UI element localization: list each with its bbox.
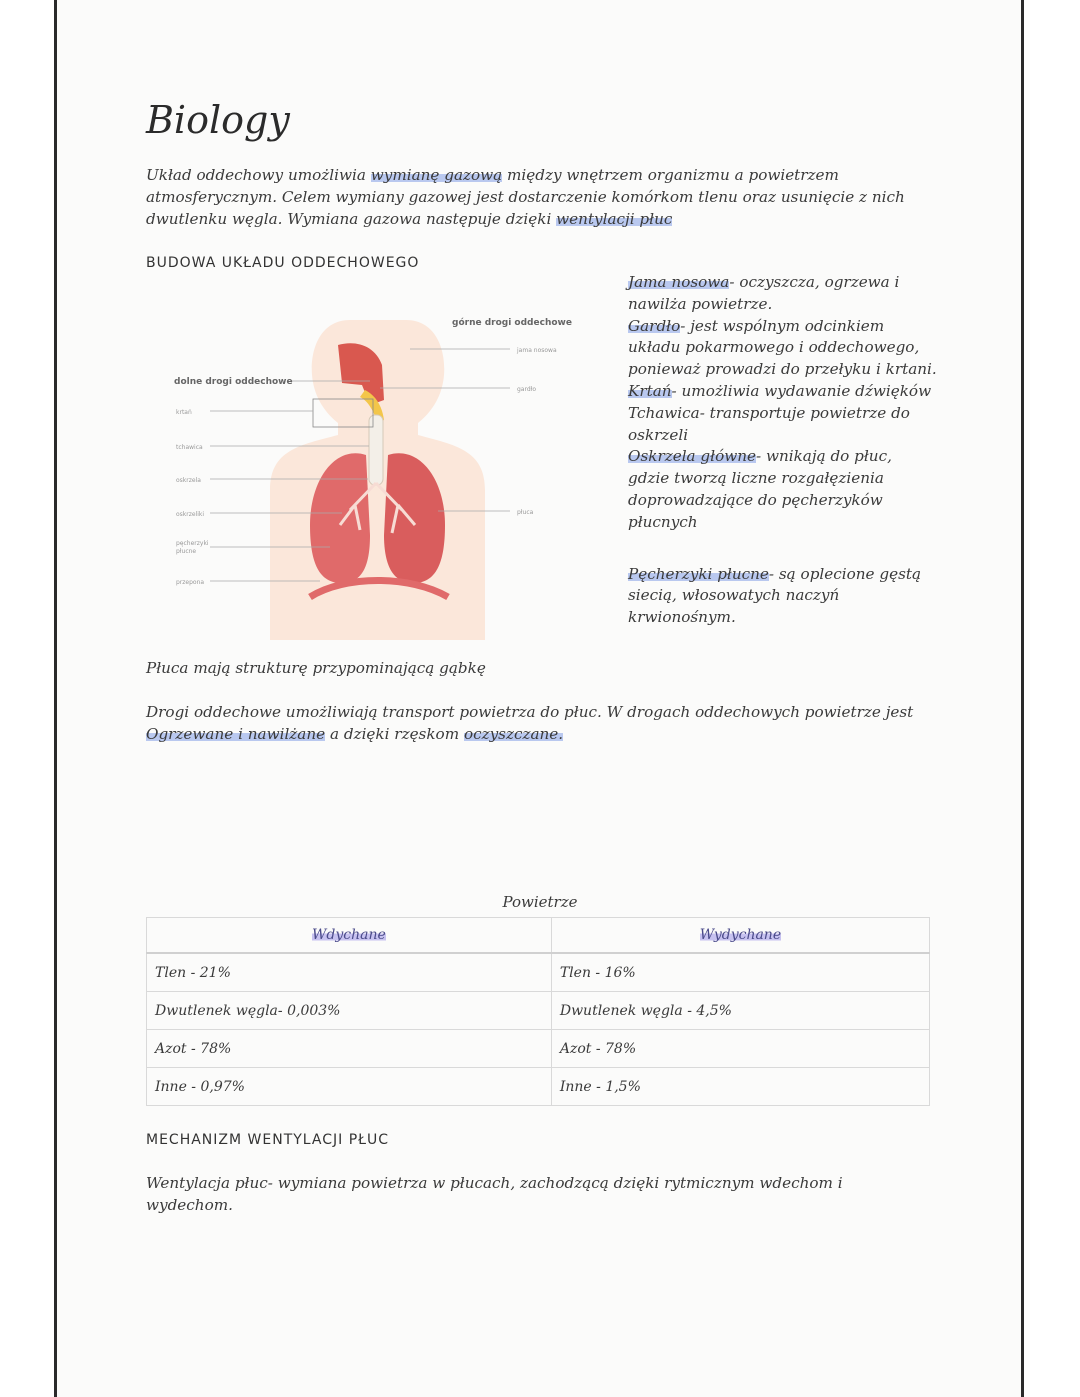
note-nasal	[628, 272, 938, 316]
note-text: - oczyszcza, ogrzewa i nawilża powietrze.	[628, 273, 900, 313]
header-inhaled	[147, 918, 552, 954]
airways-text-1: Drogi oddechowe umożliwiają transport powietrza do płuc. W drogach oddechowych powietrze jest	[146, 703, 914, 721]
note-text: Tchawica- transportuje powietrze do oskrzeli	[628, 403, 910, 444]
label-upper-airways: górne drogi oddechowe	[452, 318, 572, 328]
airways-highlight-2: oczyszczane.	[463, 725, 564, 743]
label-alveoli: pęcherzyki	[176, 540, 209, 547]
respiratory-diagram	[170, 305, 590, 645]
label-larynx: krtań	[176, 409, 192, 416]
label-lungs: płuca	[517, 509, 534, 516]
table-cell: Azot - 78%	[147, 1030, 552, 1068]
intro-text-2: między wnętrzem organizmu a powietrzem atmosferycznym. Celem wymiany gazowej jest dostarczenie komórkom tlenu oraz usunięcie z nich dwutlenku węgla. Wymiana gazowa następuje dzięki	[146, 166, 905, 228]
airways-highlight-1: Ogrzewane i nawilżane	[146, 725, 326, 743]
table-cell: Dwutlenek węgla- 0,003%	[147, 992, 552, 1030]
intro-text-1: Układ oddechowy umożliwia	[146, 166, 371, 184]
intro-paragraph	[146, 164, 946, 230]
table-cell: Dwutlenek węgla - 4,5%	[551, 992, 929, 1030]
table-row	[147, 1068, 930, 1106]
note-text: - są oplecione gęstą siecią, włosowatych naczyń krwionośnym.	[628, 564, 922, 627]
note-larynx	[628, 381, 938, 403]
note-term: Jama nosowa	[628, 273, 730, 291]
table-header-row	[147, 918, 930, 954]
label-alveoli-2: płucne	[176, 548, 197, 555]
note-text: - wnikają do płuc, gdzie tworzą liczne rozgałęzienia doprowadzające do pęcherzyków płucnych	[628, 447, 892, 531]
table-cell: Azot - 78%	[551, 1030, 929, 1068]
note-term: Krtań	[628, 381, 672, 400]
side-notes	[628, 272, 938, 629]
note-term: Gardło	[628, 316, 681, 335]
note-term: Pęcherzyki płucne	[628, 564, 769, 583]
note-alveoli	[628, 564, 938, 629]
note-trachea	[628, 403, 938, 447]
table-cell: Inne - 0,97%	[147, 1068, 552, 1106]
table-cell: Tlen - 21%	[147, 953, 552, 992]
table-title: Powietrze	[502, 893, 578, 911]
section-heading-structure: BUDOWA UKŁADU ODDECHOWEGO	[146, 255, 420, 271]
page-title: Biology	[146, 98, 290, 142]
lungs-sentence: Płuca mają strukturę przypominającą gąbkę	[146, 659, 486, 677]
ventilation-paragraph: Wentylacja płuc- wymiana powietrza w płucach, zachodzącą dzięki rytmicznym wdechom i wydechom.	[146, 1174, 843, 1214]
trachea	[369, 415, 383, 485]
note-term: Oskrzela główne	[628, 447, 756, 466]
table-cell: Tlen - 16%	[551, 953, 929, 992]
label-bronchioles: oskrzeliki	[176, 511, 205, 518]
label-bronchi: oskrzela	[176, 477, 201, 484]
header-exhaled	[551, 918, 929, 954]
table-row	[147, 992, 930, 1030]
section-heading-ventilation: MECHANIZM WENTYLACJI PŁUC	[146, 1132, 390, 1148]
header-label: Wydychane	[699, 927, 782, 943]
note-text: - umożliwia wydawanie dźwięków	[671, 381, 932, 400]
airways-text-2: a dzięki rzęskom	[325, 725, 464, 743]
airways-paragraph	[146, 701, 916, 745]
label-lower-airways: dolne drogi oddechowe	[174, 377, 293, 387]
note-pharynx	[628, 316, 938, 381]
note-bronchi	[628, 446, 938, 533]
table-cell: Inne - 1,5%	[551, 1068, 929, 1106]
label-nasal: jama nosowa	[517, 347, 557, 354]
note-text: - jest wspólnym odcinkiem układu pokarmowego i oddechowego, ponieważ prowadzi do przełyku i krtani.	[628, 316, 937, 379]
table-row	[147, 1030, 930, 1068]
air-composition-table	[146, 917, 930, 1106]
label-trachea: tchawica	[176, 444, 203, 451]
intro-highlight-1: wymianę gazową	[370, 166, 503, 184]
intro-highlight-2: wentylacji płuc	[556, 210, 673, 228]
note-gap	[628, 534, 938, 564]
label-pharynx: gardło	[517, 386, 537, 393]
header-label: Wdychane	[312, 927, 386, 943]
label-diaphragm: przepona	[176, 579, 205, 586]
table-row	[147, 953, 930, 992]
